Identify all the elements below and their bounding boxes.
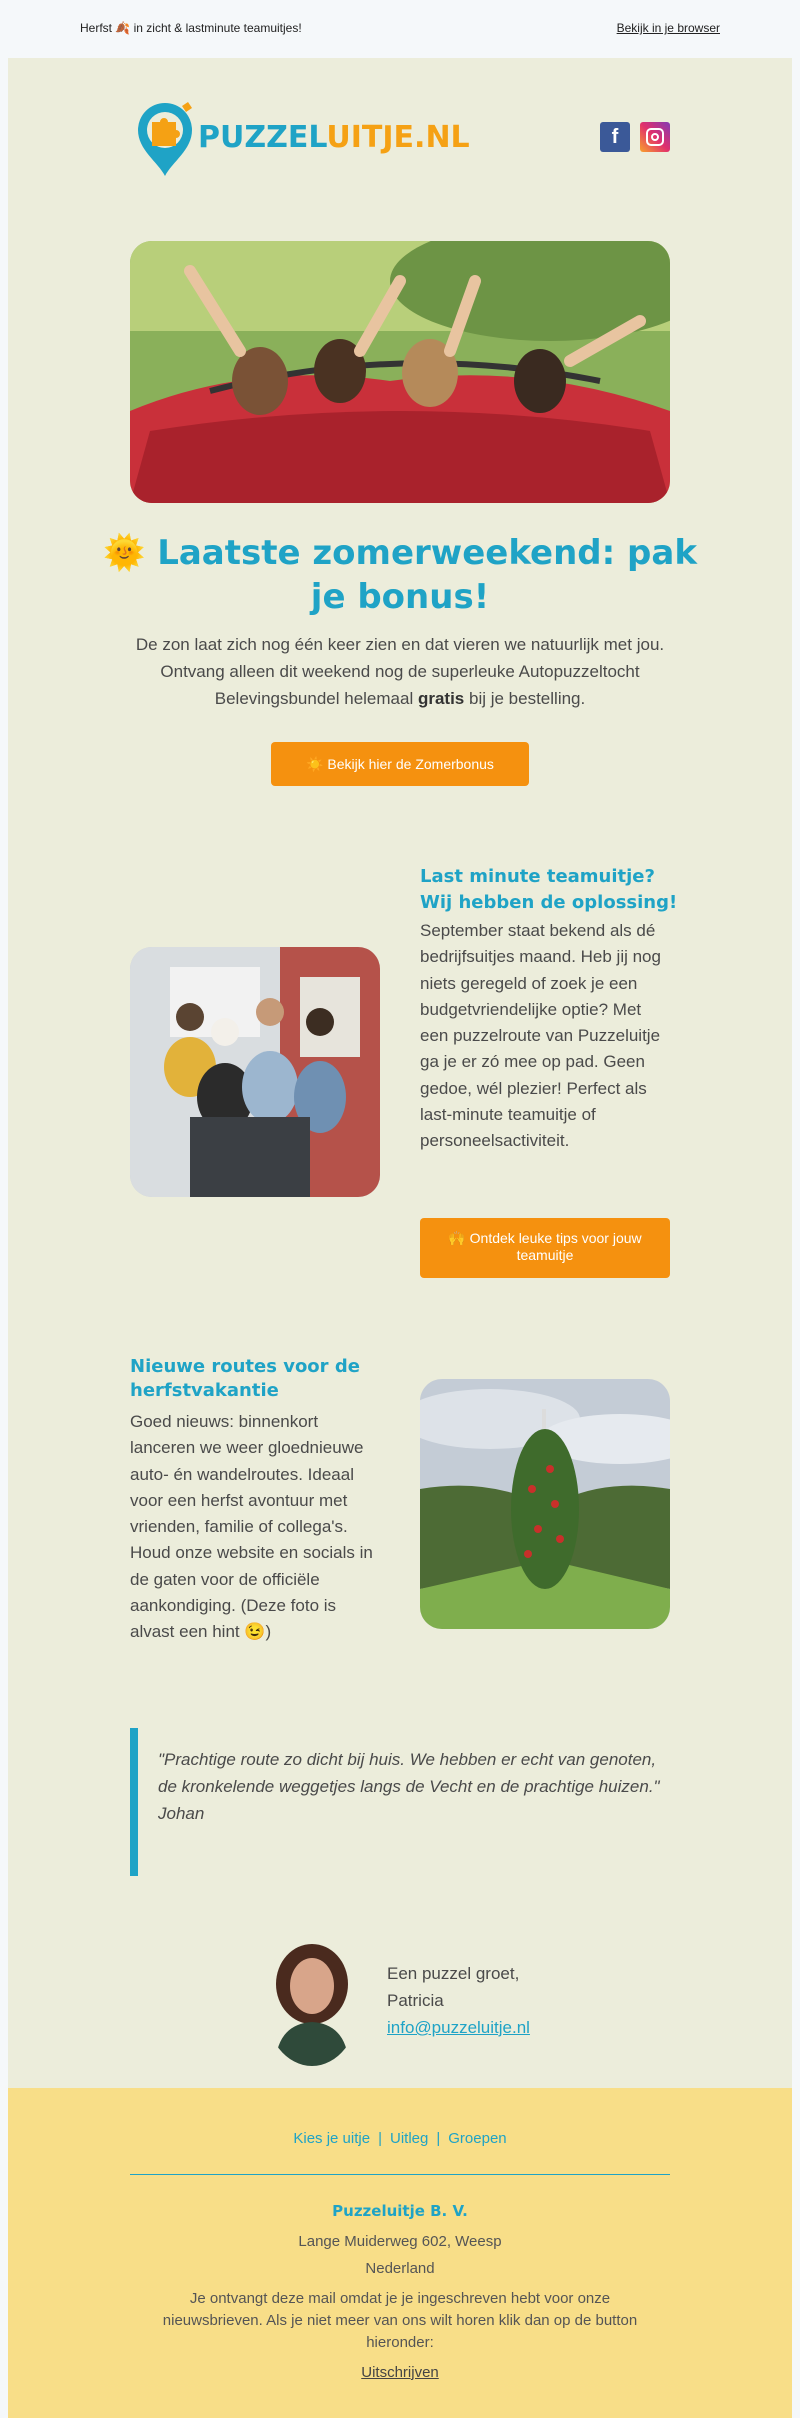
footer-link-kies-je-uitje[interactable]: Kies je uitje: [293, 2130, 371, 2147]
intro-paragraph: De zon laat zich nog één keer zien en dat vieren we natuurlijk met jou. Ontvang alleen dit weekend nog de superleuke Autopuzzeltocht Belevingsbundel helemaal gratis bij je bestelling.: [135, 635, 665, 708]
footer-link-uitleg[interactable]: Uitleg: [389, 2130, 429, 2147]
testimonial-text: "Prachtige route zo dicht bij huis. We hebben er echt van genoten, de kronkelende weggetjes langs de Vecht en de prachtige huizen.": [158, 1750, 660, 1796]
map-pin-puzzle-icon: [130, 100, 200, 178]
view-in-browser-link[interactable]: Bekijk in je browser: [616, 21, 720, 35]
unsubscribe-link[interactable]: Uitschrijven: [361, 2364, 439, 2381]
facebook-icon[interactable]: f: [600, 122, 630, 152]
footer-divider: [130, 2174, 670, 2175]
footer-nav: Kies je uitje | Uitleg | Groepen: [293, 2130, 507, 2147]
team-section-text: September staat bekend als dé bedrijfsuitjes maand. Heb jij nog niets geregeld of zoek je een budgetvriendelijke optie? Met een puzzelroute van Puzzeluitje ga je er zó mee op pad. Geen gedoe, wél plezier! Perfect als last-minute teamuitje of personeelsactiviteit.: [420, 921, 661, 1151]
avatar: [265, 1936, 359, 2066]
footer-link-groepen[interactable]: Groepen: [448, 2130, 507, 2147]
main-headline: 🌞 Laatste zomerweekend: pak je bonus!: [103, 533, 697, 617]
signature: [387, 1960, 530, 2041]
hero-image-convertible: [130, 241, 670, 503]
footer-company-name: Puzzeluitje B. V.: [332, 2202, 468, 2220]
preheader: [0, 0, 800, 58]
contact-email-link[interactable]: info@puzzeluitje.nl: [387, 2018, 530, 2037]
routes-section-text: Goed nieuws: binnenkort lanceren we weer gloednieuwe auto- én wandelroutes. Ideaal voor een herfst avontuur met vrienden, familie of collega's. Houd onze website en socials in de gaten voor de officiële aankondiging. (Deze foto is alvast een hint 😉): [130, 1412, 373, 1642]
routes-section-title: Nieuwe routes voor de herfstvakantie: [130, 1356, 360, 1401]
apple-orchard-photo: [420, 1379, 670, 1629]
instagram-icon[interactable]: [640, 122, 670, 152]
logo-wordmark: PUZZELUITJE.NL: [198, 120, 470, 155]
puzzeluitje-logo[interactable]: [130, 100, 470, 178]
signature-greeting: Een puzzel groet,: [387, 1964, 520, 1983]
team-section-title: Last minute teamuitje? Wij hebben de oplossing!: [420, 866, 678, 913]
customer-testimonial: [130, 1728, 670, 1876]
testimonial-author: Johan: [158, 1804, 205, 1823]
footer-address: Lange Muiderweg 602, Weesp Nederland: [298, 2233, 502, 2277]
footer-subscription-note: Je ontvangt deze mail omdat je je ingeschreven hebt voor onze nieuwsbrieven. Als je niet meer van ons wilt horen klik dan op de button hieronder:: [162, 2290, 638, 2351]
team-tips-button[interactable]: 🙌 Ontdek leuke tips voor jouw teamuitje: [420, 1218, 670, 1278]
team-group-photo: [130, 947, 380, 1197]
preheader-text: Herfst 🍂 in zicht & lastminute teamuitjes!: [80, 21, 302, 35]
footer: [8, 2088, 792, 2418]
summer-bonus-button[interactable]: ☀️ Bekijk hier de Zomerbonus: [271, 742, 529, 786]
signature-name: Patricia: [387, 1991, 444, 2010]
